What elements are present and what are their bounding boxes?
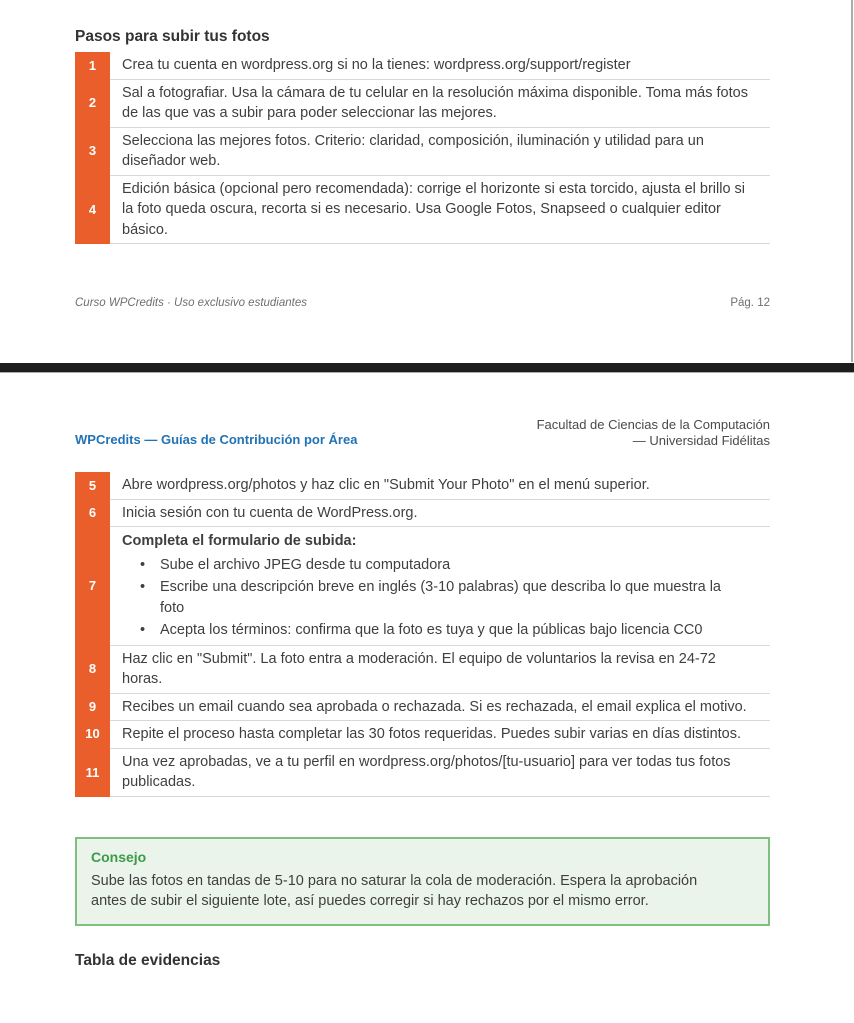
step-row bbox=[75, 645, 770, 693]
step-row bbox=[75, 693, 770, 721]
tip-title: Consejo bbox=[91, 848, 147, 865]
step-text: Selecciona las mejores fotos. Criterio: claridad, composición, iluminación y utilidad para un diseñador web. bbox=[122, 132, 704, 169]
step-number-badge: 3 bbox=[75, 127, 110, 175]
tip-box bbox=[75, 837, 770, 926]
bullet-text: Acepta los términos: confirma que la foto es tuya y que la públicas bajo licencia CC0 bbox=[160, 622, 703, 638]
step-number-badge: 9 bbox=[75, 693, 110, 721]
page-number: Pág. 12 bbox=[730, 297, 770, 309]
bullet-icon: • bbox=[140, 622, 146, 638]
bullet-text: Sube el archivo JPEG desde tu computadora bbox=[160, 556, 451, 573]
step-number-badge: 6 bbox=[75, 499, 110, 527]
affiliation-line-2: — Universidad Fidélitas bbox=[632, 433, 770, 448]
step-row bbox=[75, 499, 770, 527]
bullet-item bbox=[122, 554, 770, 577]
bullet-icon: • bbox=[140, 556, 146, 573]
bullet-item bbox=[122, 576, 770, 619]
step-text: Una vez aprobadas, ve a tu perfil en wordpress.org/photos/[tu-usuario] para ver todas tus fotos publicadas. bbox=[122, 753, 731, 790]
step-cell bbox=[110, 526, 770, 645]
step-text: Haz clic en "Submit". La foto entra a moderación. El equipo de voluntarios la revisa en 24-72 horas. bbox=[122, 650, 716, 687]
step-row bbox=[75, 748, 770, 797]
step-cell bbox=[110, 693, 770, 721]
step-text: Inicia sesión con tu cuenta de WordPress.org. bbox=[122, 504, 418, 521]
tip-body: Sube las fotos en tandas de 5-10 para no saturar la cola de moderación. Espera la aprobación antes de subir el siguiente lote, así puedes corregir si hay rechazos por el mismo error. bbox=[91, 872, 698, 909]
step-row bbox=[75, 79, 770, 127]
step-cell bbox=[110, 79, 770, 127]
next-section-heading-cutoff: Tabla de evidencias bbox=[75, 951, 221, 969]
doc-header-title: WPCredits — Guías de Contribución por Área bbox=[75, 432, 358, 447]
step-cell bbox=[110, 748, 770, 797]
step-number-badge: 5 bbox=[75, 472, 110, 499]
document-header bbox=[75, 417, 770, 449]
step-intro-text: Completa el formulario de subida: bbox=[122, 533, 357, 549]
step-cell bbox=[110, 472, 770, 499]
steps-table-1-4 bbox=[75, 52, 770, 244]
step-cell bbox=[110, 645, 770, 693]
step-cell bbox=[110, 127, 770, 175]
bullet-item bbox=[122, 619, 770, 642]
step-number-badge: 1 bbox=[75, 52, 110, 79]
step-number-badge: 4 bbox=[75, 175, 110, 245]
footer-note: Curso WPCredits · Uso exclusivo estudiantes bbox=[75, 297, 307, 309]
step-row bbox=[75, 526, 770, 645]
doc-header-affiliation bbox=[537, 417, 770, 449]
bullet-icon: • bbox=[140, 579, 146, 595]
step-number-badge: 11 bbox=[75, 748, 110, 797]
document-footer bbox=[75, 297, 770, 309]
step-row bbox=[75, 472, 770, 499]
page-13-top bbox=[0, 373, 854, 970]
step-cell bbox=[110, 720, 770, 748]
step-row bbox=[75, 720, 770, 748]
step-text: Sal a fotografiar. Usa la cámara de tu celular en la resolución máxima disponible. Toma más fotos de las que vas a subir para poder seleccionar las mejores. bbox=[122, 84, 748, 121]
step-row bbox=[75, 52, 770, 79]
step-cell bbox=[110, 52, 770, 79]
bullet-text: Escribe una descripción breve en inglés (3-10 palabras) que describa lo que muestra la foto bbox=[160, 579, 721, 616]
step-cell bbox=[110, 499, 770, 527]
page-right-edge-line bbox=[851, 0, 853, 362]
affiliation-line-1: Facultad de Ciencias de la Computación bbox=[536, 417, 770, 432]
step-text: Recibes un email cuando sea aprobada o rechazada. Si es rechazada, el email explica el motivo. bbox=[122, 698, 747, 715]
step-text: Edición básica (opcional pero recomendada): corrige el horizonte si esta torcido, ajusta el brillo si la foto queda oscura, recorta si es necesario. Usa Google Fotos, Snapseed o cualquier editor básico. bbox=[122, 180, 746, 238]
page-12-bottom bbox=[0, 0, 854, 363]
step-number-badge: 7 bbox=[75, 526, 110, 645]
step-row bbox=[75, 127, 770, 175]
step-text: Repite el proceso hasta completar las 30 fotos requeridas. Puedes subir varias en días distintos. bbox=[122, 726, 742, 742]
step-text: Crea tu cuenta en wordpress.org si no la tienes: wordpress.org/support/register bbox=[122, 57, 631, 73]
section-title: Pasos para subir tus fotos bbox=[75, 28, 270, 45]
step-row bbox=[75, 175, 770, 245]
step-text: Abre wordpress.org/photos y haz clic en "Submit Your Photo" en el menú superior. bbox=[122, 477, 650, 493]
step-number-badge: 2 bbox=[75, 79, 110, 127]
step-cell bbox=[110, 175, 770, 245]
step-number-badge: 10 bbox=[75, 720, 110, 748]
step-number-badge: 8 bbox=[75, 645, 110, 693]
page-break-divider bbox=[0, 363, 854, 373]
steps-table-5-11 bbox=[75, 472, 770, 797]
